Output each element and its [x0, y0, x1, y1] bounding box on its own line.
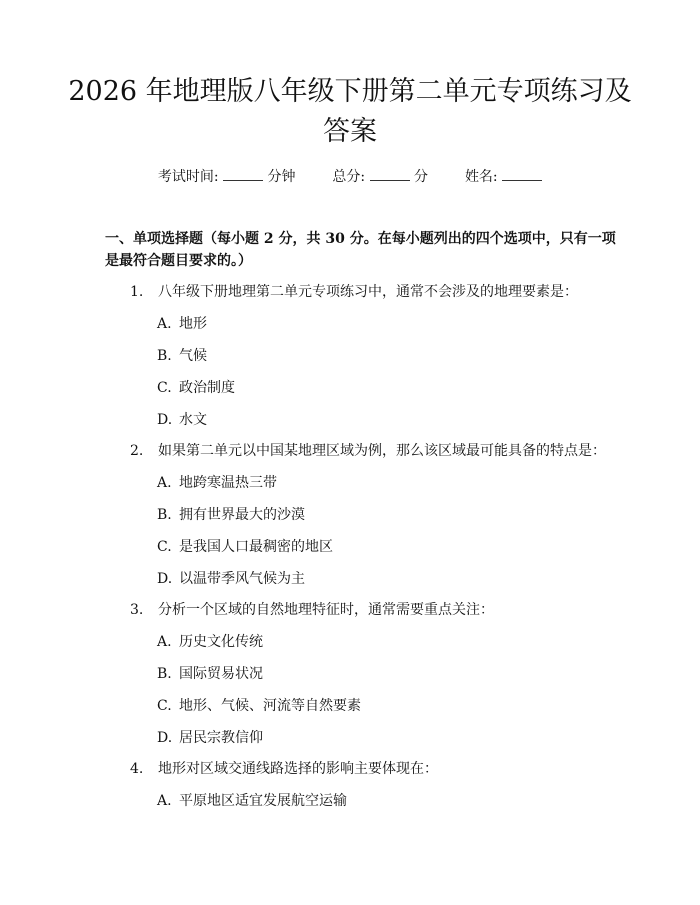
option-text: 地形、气候、河流等自然要素: [179, 698, 361, 714]
student-name-blank[interactable]: [502, 168, 542, 181]
option-letter: A.: [157, 316, 172, 332]
question-1-option-b[interactable]: [157, 346, 207, 366]
question-3-option-c[interactable]: [157, 696, 361, 716]
option-letter: C.: [157, 380, 172, 396]
total-score-unit: 分: [414, 169, 429, 185]
question-1-option-a[interactable]: [157, 314, 207, 334]
option-text: 气候: [179, 348, 207, 364]
question-text: 分析一个区域的自然地理特征时，通常需要重点关注：: [158, 602, 494, 618]
question-1-option-c[interactable]: [157, 378, 235, 398]
student-name-label: 姓名:: [464, 169, 498, 185]
option-text: 地形: [179, 316, 207, 332]
exam-time-label: 考试时间:: [157, 169, 219, 185]
document-title: 2026 年地理版八年级下册第二单元专项练习及答案: [68, 76, 632, 147]
question-2-option-d[interactable]: [157, 569, 305, 589]
option-text: 政治制度: [179, 380, 235, 396]
question-2: [130, 441, 606, 461]
total-score-blank[interactable]: [370, 168, 410, 181]
option-text: 国际贸易状况: [179, 666, 263, 682]
option-text: 居民宗教信仰: [179, 730, 263, 746]
exam-info-line: [0, 166, 700, 186]
option-letter: A.: [157, 634, 172, 650]
question-number: 3.: [130, 602, 144, 618]
option-text: 水文: [179, 412, 207, 428]
option-text: 是我国人口最稠密的地区: [179, 539, 333, 555]
question-2-option-c[interactable]: [157, 537, 333, 557]
question-2-option-b[interactable]: [157, 505, 305, 525]
option-letter: C.: [157, 698, 172, 714]
option-text: 地跨寒温热三带: [179, 475, 277, 491]
question-4: [130, 759, 438, 779]
question-text: 地形对区域交通线路选择的影响主要体现在：: [158, 761, 438, 777]
question-3-option-b[interactable]: [157, 664, 263, 684]
option-letter: B.: [157, 507, 172, 523]
question-number: 4.: [130, 761, 144, 777]
exam-time-unit: 分钟: [267, 169, 296, 185]
option-text: 拥有世界最大的沙漠: [179, 507, 305, 523]
question-number: 1.: [130, 284, 144, 300]
question-2-option-a[interactable]: [157, 473, 277, 493]
exam-time-blank[interactable]: [223, 168, 263, 181]
total-score-label: 总分:: [332, 169, 366, 185]
question-3-option-a[interactable]: [157, 632, 263, 652]
option-letter: B.: [157, 666, 172, 682]
option-letter: D.: [157, 571, 173, 587]
question-text: 八年级下册地理第二单元专项练习中，通常不会涉及的地理要素是：: [158, 284, 578, 300]
question-number: 2.: [130, 443, 144, 459]
option-text: 以温带季风气候为主: [179, 571, 305, 587]
question-text: 如果第二单元以中国某地理区域为例，那么该区域最可能具备的特点是：: [158, 443, 606, 459]
option-letter: A.: [157, 475, 172, 491]
question-3: [130, 600, 494, 620]
question-1: [130, 282, 578, 302]
option-letter: B.: [157, 348, 172, 364]
question-1-option-d[interactable]: [157, 410, 207, 430]
section-heading: 一、单项选择题（每小题 2 分，共 30 分。在每小题列出的四个选项中，只有一项是最符合题目要求的。）: [105, 231, 616, 269]
option-letter: A.: [157, 793, 172, 809]
question-3-option-d[interactable]: [157, 728, 263, 748]
option-letter: D.: [157, 730, 173, 746]
option-text: 历史文化传统: [179, 634, 263, 650]
question-4-option-a[interactable]: [157, 791, 347, 811]
option-text: 平原地区适宜发展航空运输: [179, 793, 347, 809]
option-letter: C.: [157, 539, 172, 555]
option-letter: D.: [157, 412, 173, 428]
